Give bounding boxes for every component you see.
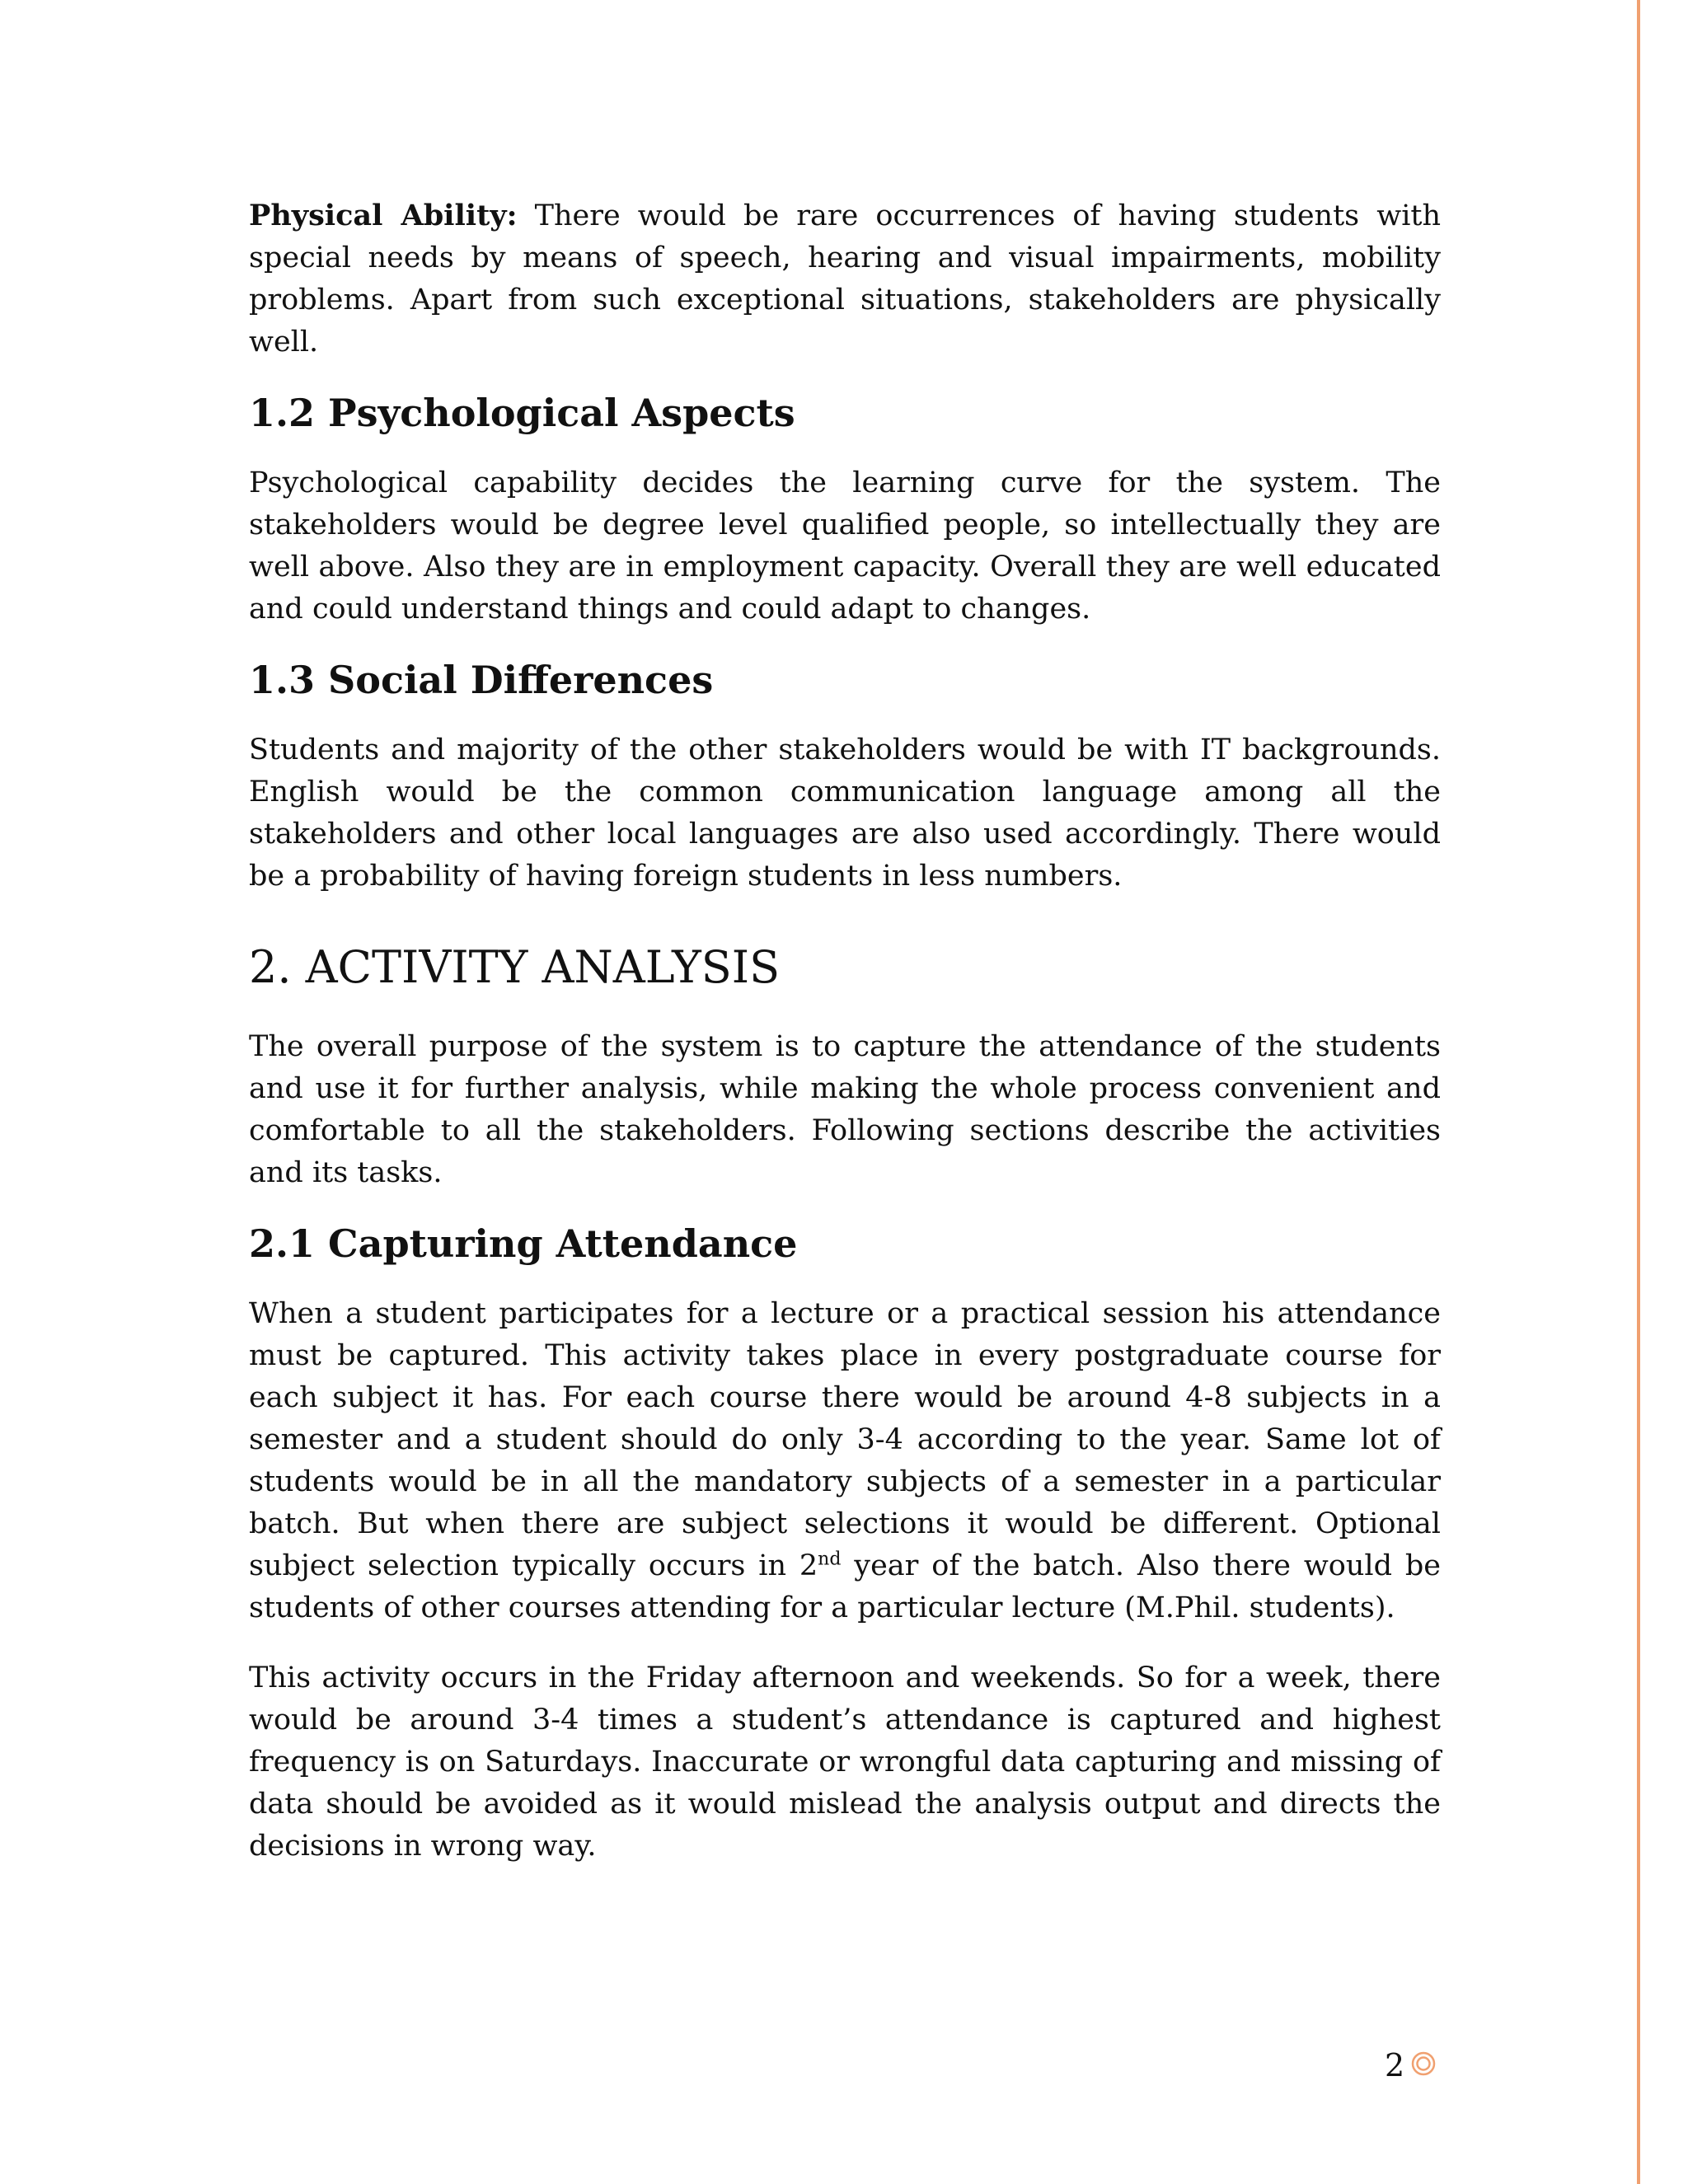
capturing-para1-after: year of the batch. Also there would be students of other courses attending for a particular lecture (M.Phil. students).: [249, 1549, 1442, 1624]
ordinal-suffix: nd: [818, 1549, 842, 1570]
physical-ability-paragraph: [249, 194, 1441, 363]
capturing-attendance-paragraph-2: This activity occurs in the Friday afternoon and weekends. So for a week, there would be around 3-4 times a student’s attendance is captured and highest frequency is on Saturdays. Inaccurate or wrongful data capturing and missing of data should be avoided as it would mislead the analysis output and directs the decisions in wrong way.: [249, 1661, 1441, 1863]
physical-ability-text: There would be rare occurrences of having students with special needs by means of speech, hearing and visual impairments, mobility problems. Apart from such exceptional situations, stakeholders are physically well.: [249, 199, 1441, 359]
capturing-para1-before: When a student participates for a lecture or a practical session his attendance must be captured. This activity takes place in every postgraduate course for each subject it has. For each course there would be around 4-8 subjects in a semester and a student should do only 3-4 according to the year. Same lot of students would be in all the mandatory subjects of a semester in a particular batch. But when there are subject selections it would be different. Optional subject selection typically occurs in 2: [249, 1297, 1441, 1582]
psychological-aspects-paragraph: Psychological capability decides the learning curve for the system. The stakeholders would be degree level qualified people, so intellectually they are well above. Also they are in employment capacity. Overall they are well educated and could understand things and could adapt to changes.: [249, 466, 1441, 626]
capturing-attendance-paragraph-1: [249, 1293, 1441, 1629]
document-body: [249, 194, 1441, 1868]
social-differences-paragraph: Students and majority of the other stakeholders would be with IT backgrounds. English would be the common communication language among all the stakeholders and other local languages are also used accordingly. There would be a probability of having foreign students in less numbers.: [249, 733, 1441, 893]
activity-analysis-heading: 2. ACTIVITY ANALYSIS: [249, 941, 781, 993]
orange-concentric-ring-icon: [1411, 2051, 1436, 2076]
physical-ability-lead: Physical Ability:: [249, 199, 518, 232]
activity-analysis-paragraph: The overall purpose of the system is to capture the attendance of the students and use it for further analysis, while making the whole process convenient and comfortable to all the stakeholders. Following sections describe the activities and its tasks.: [249, 1030, 1441, 1189]
page-right-border: [1637, 0, 1640, 2184]
psychological-aspects-heading: 1.2 Psychological Aspects: [249, 391, 795, 435]
page-number: 2: [1385, 2047, 1405, 2083]
social-differences-heading: 1.3 Social Differences: [249, 658, 714, 702]
capturing-attendance-heading: 2.1 Capturing Attendance: [249, 1221, 798, 1266]
